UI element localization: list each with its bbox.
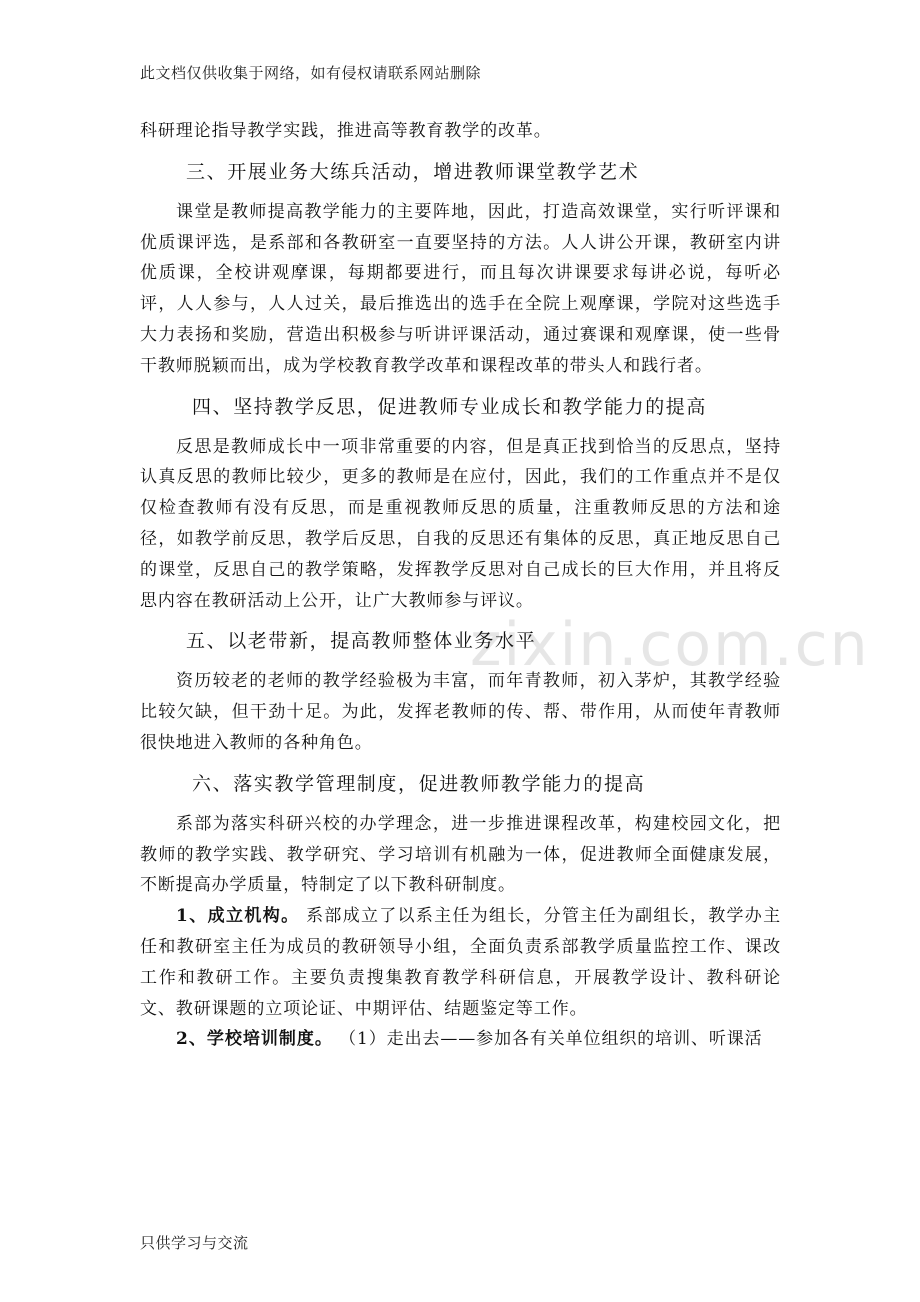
section-heading-5: 五、以老带新，提高教师整体业务水平 [186,630,537,653]
item-1-paragraph [140,901,781,1024]
item-1-lead: 1、成立机构。 [176,906,300,927]
page-header: 此文档仅供收集于网络，如有侵权请联系网站删除 [140,64,482,82]
watermark: zixin.com.cn [470,610,870,680]
section-heading-6: 六、落实教学管理制度，促进教师教学能力的提高 [192,772,646,795]
item-1-text: 系部成立了以系主任为组长，分管主任为副组长，教学办主任和教研室主任为成员的教研领导小组，全面负责系部教学质量监控工作、课改工作和教研工作。主要负责搜集教育教学科研信息，开展教学设计、教科研论文、教研课题的立项论证、中期评估、结题鉴定等工作。 [140,906,781,1019]
section-heading-3: 三、开展业务大练兵活动，增进教师课堂教学艺术 [186,160,640,183]
page-footer: 只供学习与交流 [140,1234,249,1252]
paragraph-section-4: 反思是教师成长中一项非常重要的内容，但是真正找到恰当的反思点，坚持认真反思的教师比较少，更多的教师是在应付，因此，我们的工作重点并不是仅仅检查教师有没有反思，而是重视教师反思的质量，注重教师反思的方法和途径，如教学前反思，教学后反思，自我的反思还有集体的反思，真正地反思自己的课堂，反思自己的教学策略，发挥教学反思对自己成长的巨大作用，并且将反思内容在教研活动上公开，让广大教师参与评议。 [140,436,781,611]
item-2-text: （1）走出去——参加各有关单位组织的培训、听课活 [339,1029,763,1050]
section-heading-4: 四、坚持教学反思，促进教师专业成长和教学能力的提高 [192,395,708,418]
item-2-lead: 2、学校培训制度。 [176,1029,333,1050]
item-2-paragraph [140,1024,781,1055]
document-body [140,116,781,1055]
paragraph-section-6: 系部为落实科研兴校的办学理念，进一步推进课程改革，构建校园文化，把教师的教学实践、教学研究、学习培训有机融为一体，促进教师全面健康发展，不断提高办学质量，特制定了以下教科研制度。 [140,813,781,896]
paragraph-section-3: 课堂是教师提高教学能力的主要阵地，因此，打造高效课堂，实行听评课和优质课评选，是系部和各教研室一直要坚持的方法。人人讲公开课，教研室内讲优质课，全校讲观摩课，每期都要进行，而且每次讲课要求每讲必说，每听必评，人人参与，人人过关，最后推选出的选手在全院上观摩课，学院对这些选手大力表扬和奖励，营造出积极参与听讲评课活动，通过赛课和观摩课，使一些骨干教师脱颖而出，成为学校教育教学改革和课程改革的带头人和践行者。 [140,201,781,376]
paragraph-continuation: 科研理论指导教学实践，推进高等教育教学的改革。 [140,121,552,141]
paragraph-section-5: 资历较老的老师的教学经验极为丰富，而年青教师，初入茅炉，其教学经验比较欠缺，但干劲十足。为此，发挥老教师的传、帮、带作用，从而使年青教师很快地进入教师的各种角色。 [140,671,781,753]
